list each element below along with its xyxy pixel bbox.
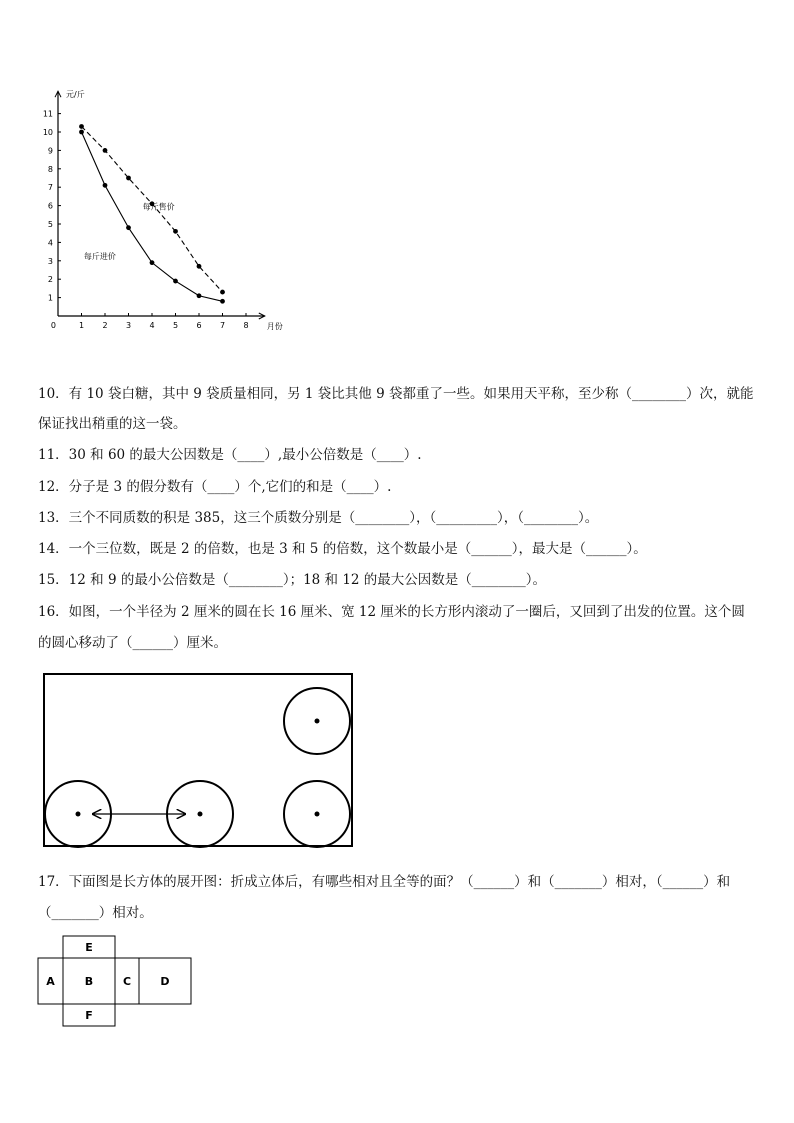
net-label-f: F [85,1009,93,1022]
circle-bottom-right-center [315,812,320,817]
y-tick-label: 9 [47,146,53,156]
net-label-e: E [85,941,93,954]
circle-top-right-center [315,719,320,724]
series-2-point [173,279,178,284]
series-2-point [150,260,155,265]
x-tick-label: 2 [102,321,108,330]
question-10-line-1: 10．有 10 袋白糖，其中 9 袋质量相同，另 1 袋比其他 9 袋都重了一些。如果用天平称，至少称（________）次，就能 [38,386,754,402]
net-label-b: B [84,975,94,988]
outer-rectangle [44,674,352,846]
x-tick-label: 5 [172,321,179,330]
x-tick-label: 1 [78,321,85,330]
x-tick-label: 7 [219,321,226,330]
y-tick-label: 8 [47,164,53,174]
price-line-chart [40,85,300,340]
x-axis-unit: 月份 [266,322,283,331]
y-tick-label: 2 [47,275,53,285]
series-2-point [126,225,131,230]
question-10-line-2: 保证找出稍重的这一袋。 [38,416,187,432]
series-label-sale: 每斤售价 [142,202,175,212]
series-line-2 [82,132,223,301]
series-1-point [197,264,202,269]
x-tick-label: 3 [125,321,132,330]
question-16-line-1: 16．如图，一个半径为 2 厘米的圆在长 16 厘米、宽 12 厘米的长方形内滚动了一圈后，又回到了出发的位置。这个圆 [38,604,745,620]
question-16-line-2: 的圆心移动了（______）厘米。 [38,635,227,651]
series-1-point [79,124,84,129]
y-tick-label: 6 [47,201,53,211]
y-tick-label: 11 [42,109,53,119]
y-tick-label: 7 [47,183,53,193]
series-2-point [79,130,84,135]
circle-bottom-middle-center [198,812,203,817]
y-axis-unit: 元/斤 [66,90,85,100]
x-tick-label: 8 [243,321,249,330]
cuboid-net-figure [36,934,196,1028]
y-tick-label: 1 [47,293,53,303]
question-14: 14．一个三位数，既是 2 的倍数，也是 3 和 5 的倍数，这个数最小是（______），最大是（______）。 [38,541,647,557]
series-1-point [103,148,108,153]
x-tick-label: 6 [196,321,202,330]
net-label-d: D [160,975,170,988]
question-17-line-1: 17．下面图是长方体的展开图：折成立体后，有哪些相对且全等的面？（______）和（_______）相对，（______）和 [38,874,731,890]
net-label-c: C [122,975,132,988]
series-2-point [103,183,108,188]
y-tick-label: 10 [42,128,53,137]
series-1-point [220,290,225,295]
series-1-point [173,229,178,234]
question-11: 11．30 和 60 的最大公因数是（____）,最小公倍数是（____）. [38,447,422,463]
question-15: 15．12 和 9 的最小公倍数是（________）；18 和 12 的最大公因数是（________）。 [38,572,547,588]
net-label-a: A [46,975,55,988]
question-12: 12．分子是 3 的假分数有（____）个,它们的和是（____）. [38,479,392,495]
y-tick-label: 3 [47,256,53,266]
circle-bottom-left-center [76,812,81,817]
question-17-line-2: （_______）相对。 [38,905,153,921]
y-tick-label: 4 [47,238,53,248]
series-1-point [126,176,131,181]
series-label-cost: 每斤进价 [83,251,116,261]
x-tick-label: 4 [149,321,155,330]
question-13: 13．三个不同质数的积是 385，这三个质数分别是（________），（_________），（________）。 [38,510,599,526]
series-2-point [220,299,225,304]
series-2-point [197,293,202,298]
y-tick-label: 5 [47,220,53,229]
origin-label: 0 [50,321,56,330]
rolling-circle-figure [40,670,356,852]
